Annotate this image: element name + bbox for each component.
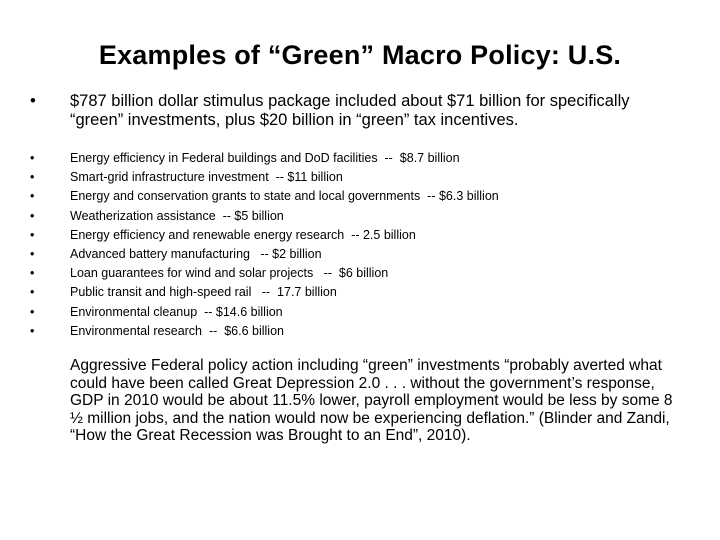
list-item bbox=[30, 283, 680, 302]
list-item bbox=[30, 322, 680, 341]
list-item bbox=[30, 264, 680, 283]
list-item bbox=[30, 303, 680, 322]
slide-title: Examples of “Green” Macro Policy: U.S. bbox=[98, 40, 622, 70]
list-item-text: Weatherization assistance -- $5 billion bbox=[70, 208, 284, 223]
list-item-text: Energy efficiency in Federal buildings and DoD facilities -- $8.7 billion bbox=[70, 151, 460, 165]
list-item-text: Public transit and high-speed rail -- 17.7 billion bbox=[70, 285, 337, 300]
list-item bbox=[30, 168, 680, 187]
list-item-text: Environmental research -- $6.6 billion bbox=[70, 323, 284, 338]
list-item-text: Energy efficiency and renewable energy research -- 2.5 billion bbox=[70, 227, 416, 242]
bullet-icon: • bbox=[30, 323, 35, 338]
list-item bbox=[30, 245, 680, 264]
quote-paragraph: Aggressive Federal policy action including “green” investments “probably averted what could have been called Great Depression 2.0 . . . without the government’s response, GDP in 2010 would be about 11.5% lower, payroll employment would be less by some 8 ½ million jobs, and the nation would now be experiencing deflation.” (Blinder and Zandi, “How the Great Recession was Brought to an End”, 2010). bbox=[70, 357, 673, 444]
bullet-icon: • bbox=[30, 92, 36, 110]
bullet-icon: • bbox=[30, 227, 35, 242]
bullet-icon: • bbox=[30, 189, 35, 204]
list-item-text: Smart-grid infrastructure investment -- $11 billion bbox=[70, 170, 343, 185]
bullet-icon: • bbox=[30, 285, 35, 300]
bullet-icon: • bbox=[30, 208, 35, 223]
list-item-text: Loan guarantees for wind and solar projects -- $6 billion bbox=[70, 266, 389, 281]
list-item bbox=[30, 207, 680, 226]
bullet-icon: • bbox=[30, 246, 35, 261]
list-item bbox=[30, 187, 680, 206]
main-bullet-text: $787 billion dollar stimulus package included about $71 billion for specifically “green” investments, plus $20 billion in “green” tax incentives. bbox=[70, 92, 630, 129]
list-item-text: Energy and conservation grants to state and local governments -- $6.3 billion bbox=[70, 189, 499, 204]
list-item-text: Advanced battery manufacturing -- $2 billion bbox=[70, 246, 322, 261]
bullet-icon: • bbox=[30, 266, 35, 281]
bullet-icon: • bbox=[30, 304, 35, 319]
funding-list bbox=[30, 149, 680, 341]
list-item-text: Environmental cleanup -- $14.6 billion bbox=[70, 304, 283, 319]
list-item bbox=[30, 149, 680, 168]
list-item bbox=[30, 226, 680, 245]
bullet-icon: • bbox=[30, 170, 35, 185]
bullet-icon: • bbox=[30, 151, 35, 165]
